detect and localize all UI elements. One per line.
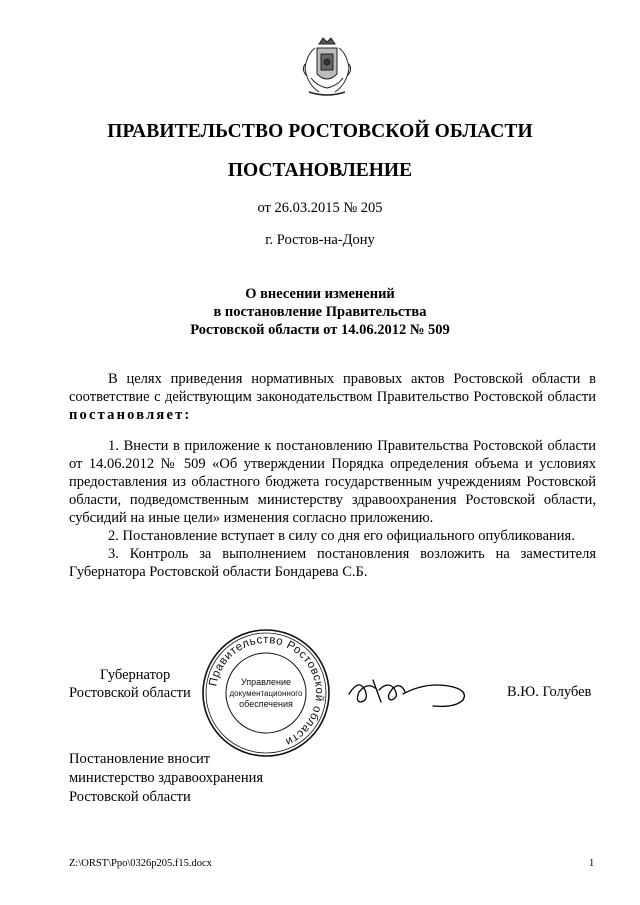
page-number: 1 <box>589 858 595 869</box>
document-city: г. Ростов-на-Дону <box>265 232 375 248</box>
official-stamp <box>200 627 332 759</box>
document-type: ПОСТАНОВЛЕНИЕ <box>227 160 413 181</box>
preamble-paragraph <box>69 370 596 424</box>
document-subject <box>0 285 640 339</box>
decree-item: 2. Постановление вступает в силу со дня его официального опубликования. <box>108 528 575 544</box>
stamp-ring-text: Правительство Ростовской области <box>207 633 326 748</box>
decree-word: постановляет: <box>69 407 192 423</box>
handwritten-signature <box>345 672 475 712</box>
file-path: Z:\ORST\Ppo\0326p205.f15.docx <box>69 858 212 869</box>
signatory-name: В.Ю. Голубев <box>507 684 592 700</box>
coat-of-arms-icon <box>297 34 357 100</box>
decree-item: 1. Внести в приложение к постановлению Правительства Ростовской области от 14.06.2012 № 509 «Об утверждении Порядка определения объема и условиях предоставления из областного бюджета государственным учреждениям Ростовской области, подведомственным министерству здравоохранения Ростовской области, субсидий на иные цели» изменения согласно приложению. <box>69 438 596 526</box>
stamp-center-line: обеспечения <box>239 699 293 709</box>
role-line: Губернатор <box>100 667 171 683</box>
signatory-role <box>69 666 191 702</box>
government-title: ПРАВИТЕЛЬСТВО РОСТОВСКОЙ ОБЛАСТИ <box>107 121 533 142</box>
role-line: Ростовской области <box>69 685 191 701</box>
subject-line: О внесении изменений <box>245 286 395 302</box>
note-line: Постановление вносит <box>69 751 211 767</box>
note-line: министерство здравоохранения <box>69 770 264 786</box>
document-date-number: от 26.03.2015 № 205 <box>257 200 383 216</box>
subject-line: в постановление Правительства <box>213 304 427 320</box>
submitted-by-note <box>69 750 263 807</box>
subject-line: Ростовской области от 14.06.2012 № 509 <box>190 322 450 338</box>
stamp-center-line: документационного <box>229 689 303 698</box>
decree-item: 3. Контроль за выполнением постановления возложить на заместителя Губернатора Ростовской области Бондарева С.Б. <box>69 546 596 580</box>
decree-items <box>69 437 596 581</box>
preamble-text: В целях приведения нормативных правовых актов Ростовской области в соответствие с действующим законодательством Правительство Ростовской области <box>69 371 596 405</box>
stamp-center-line: Управление <box>240 677 292 687</box>
note-line: Ростовской области <box>69 789 191 805</box>
